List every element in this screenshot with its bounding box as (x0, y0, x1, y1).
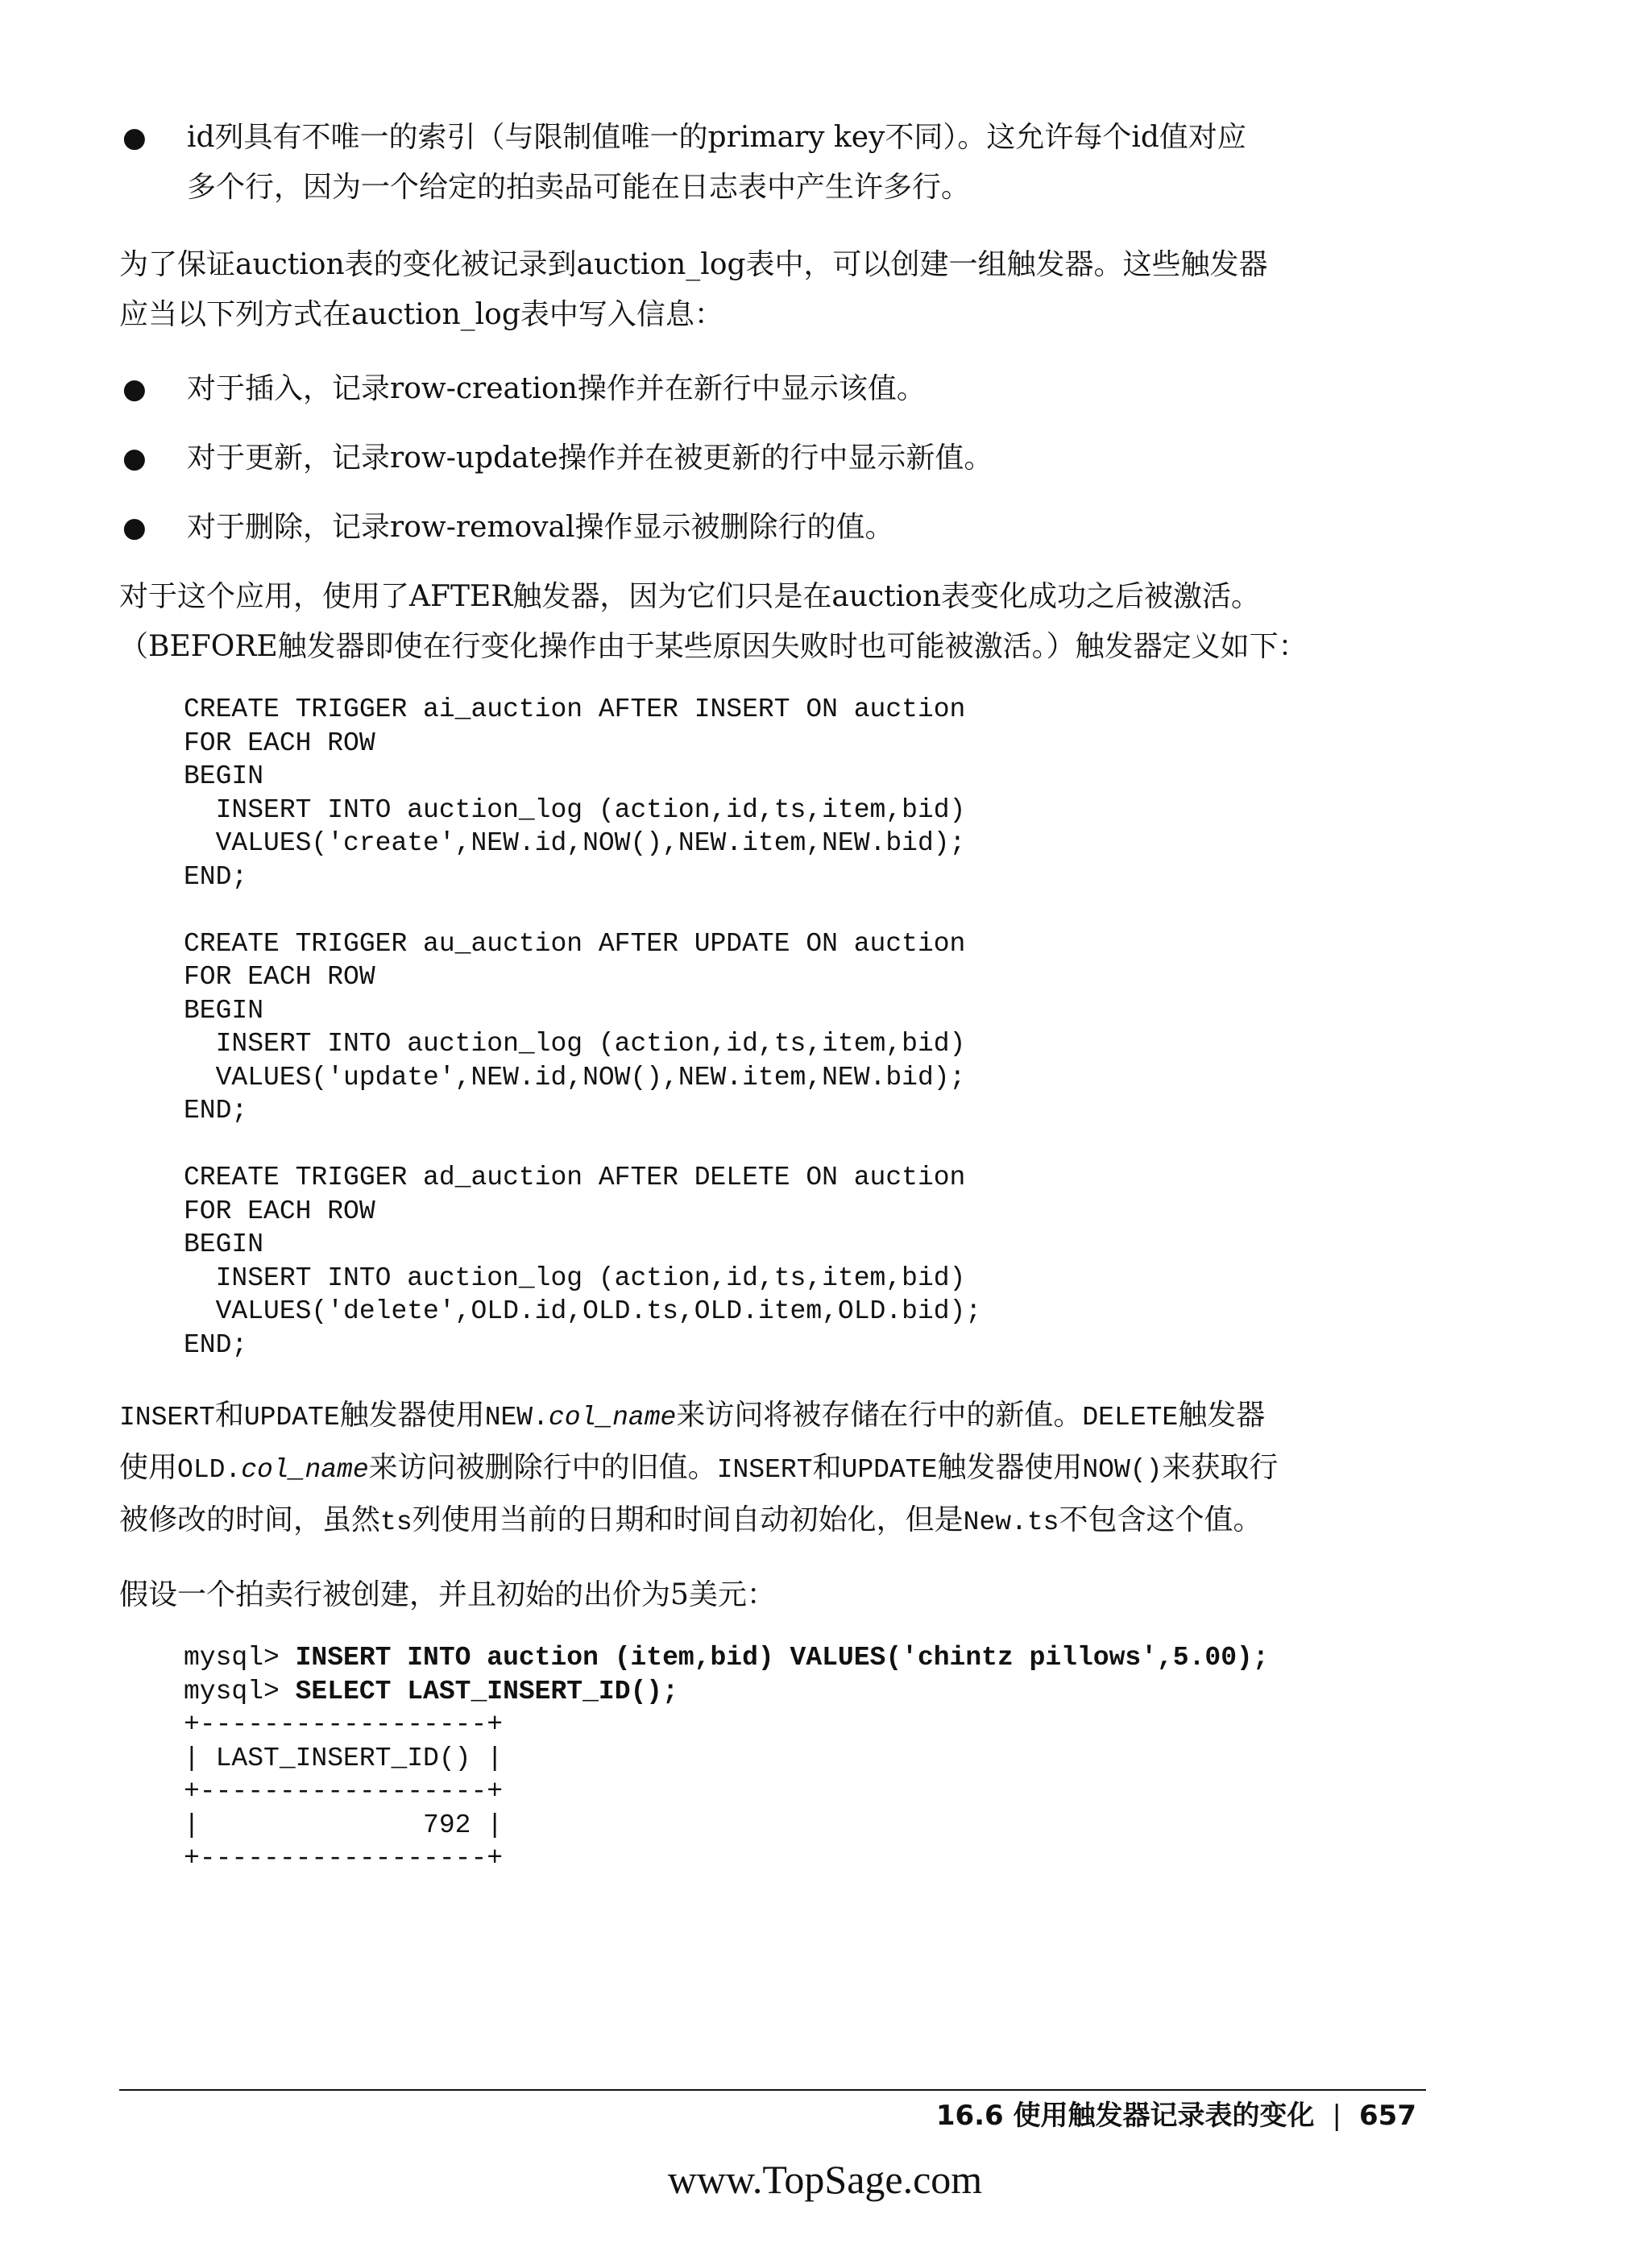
mysql-prompt: mysql> (184, 1676, 296, 1706)
code-line: END; (184, 861, 248, 892)
paragraph-line: 应当以下列方式在auction_log表中写入信息： (119, 298, 723, 331)
text-run: 触发器 (1178, 1399, 1266, 1432)
code-line: VALUES('delete',OLD.id,OLD.ts,OLD.item,OLD.bid); (184, 1296, 982, 1326)
code-line: FOR EACH ROW (184, 728, 375, 758)
bullet-text: 对于更新，记录row-update操作并在被更新的行中显示新值。 (187, 442, 993, 475)
text-run: 使用 (119, 1451, 178, 1484)
text-run: 和 (214, 1399, 244, 1432)
code-line: VALUES('create',NEW.id,NOW(),NEW.item,NEW.bid); (184, 828, 966, 858)
text-run: 触发器使用 (339, 1399, 485, 1432)
result-border: +------------------+ (184, 1777, 504, 1806)
code-gap (184, 1128, 1426, 1162)
footer-rule (119, 2089, 1426, 2091)
paragraph-line (119, 1495, 1426, 1548)
inline-code: NOW() (1082, 1455, 1163, 1485)
text-run: 来访问将被存储在行中的新值。 (676, 1399, 1083, 1432)
bullet-dot-icon: ● (122, 373, 147, 405)
page-number: 657 (1359, 2100, 1416, 2132)
bullet-update (119, 433, 1426, 483)
code-gap (184, 894, 1426, 927)
trigger-code-listing (184, 693, 1426, 1362)
console-line (184, 1641, 1426, 1675)
inline-code: NEW. (484, 1403, 549, 1433)
text-run: 触发器使用 (937, 1451, 1083, 1484)
text-run: 列使用当前的日期和时间自动初始化，但是 (412, 1503, 964, 1536)
inline-code: ts (380, 1507, 412, 1537)
inline-code-italic: col_name (548, 1403, 677, 1433)
inline-code-italic: col_name (241, 1455, 369, 1485)
code-line: FOR EACH ROW (184, 962, 375, 992)
intro-paragraph (119, 240, 1426, 340)
code-line: CREATE TRIGGER ai_auction AFTER INSERT ON auction (184, 694, 966, 724)
code-line: INSERT INTO auction_log (action,id,ts,item,bid) (184, 1263, 966, 1293)
code-line: END; (184, 1329, 248, 1360)
inline-code: INSERT (716, 1455, 813, 1485)
result-border: +------------------+ (184, 1710, 504, 1739)
code-line: BEGIN (184, 995, 264, 1026)
paragraph-line: 为了保证auction表的变化被记录到auction_log表中，可以创建一组触发器。这些触发器 (119, 248, 1268, 281)
bullet-delete (119, 503, 1426, 553)
result-border: +------------------+ (184, 1843, 504, 1873)
inline-code: UPDATE (841, 1455, 938, 1485)
paragraph-line: （BEFORE触发器即使在行变化操作由于某些原因失败时也可能被激活。）触发器定义如下： (119, 630, 1308, 663)
text-run: 被修改的时间，虽然 (119, 1503, 381, 1536)
inline-code: New.ts (963, 1507, 1059, 1537)
bullet-dot-icon: ● (122, 442, 147, 475)
mysql-console-example (184, 1641, 1426, 1876)
after-trigger-paragraph (119, 572, 1426, 672)
console-line (184, 1675, 1426, 1709)
bullet-text: 对于插入，记录row-creation操作并在新行中显示该值。 (187, 372, 926, 405)
paragraph-line (119, 1391, 1426, 1443)
code-line: BEGIN (184, 1229, 264, 1259)
text-run: 来获取行 (1162, 1451, 1279, 1484)
paragraph-line (119, 1443, 1426, 1495)
bullet-dot-icon: ● (122, 122, 147, 154)
code-line: BEGIN (184, 761, 264, 791)
website-watermark: www.TopSage.com (667, 2157, 983, 2202)
code-line: INSERT INTO auction_log (action,id,ts,item,bid) (184, 1029, 966, 1059)
mysql-prompt: mysql> (184, 1643, 296, 1673)
bullet-dot-icon: ● (122, 512, 147, 544)
text-run: 来访问被删除行中的旧值。 (368, 1451, 717, 1484)
code-line: FOR EACH ROW (184, 1196, 375, 1226)
assume-paragraph: 假设一个拍卖行被创建，并且初始的出价为5美元： (119, 1578, 776, 1611)
inline-code: UPDATE (243, 1403, 340, 1433)
paragraph-line: 对于这个应用，使用了AFTER触发器，因为它们只是在auction表变化成功之后被激活。 (119, 580, 1261, 613)
code-line: INSERT INTO auction_log (action,id,ts,item,bid) (184, 794, 966, 825)
console-command: INSERT INTO auction (item,bid) VALUES('chintz pillows',5.00); (295, 1643, 1269, 1673)
page-body (119, 113, 1426, 1876)
bullet-id-index (119, 113, 1426, 213)
bullet-text: 对于删除，记录row-removal操作显示被删除行的值。 (187, 511, 894, 544)
explanation-paragraph (119, 1391, 1426, 1548)
code-line: END; (184, 1096, 248, 1126)
result-header: | LAST_INSERT_ID() | (184, 1743, 504, 1773)
console-command: SELECT LAST_INSERT_ID(); (295, 1676, 678, 1706)
bullet-line: 多个行，因为一个给定的拍卖品可能在日志表中产生许多行。 (187, 171, 971, 204)
bullet-line: id列具有不唯一的索引（与限制值唯一的primary key不同）。这允许每个id值对应 (187, 121, 1246, 154)
text-run: 和 (812, 1451, 842, 1484)
bullet-insert (119, 364, 1426, 414)
inline-code: DELETE (1082, 1403, 1179, 1433)
inline-code: OLD. (177, 1455, 242, 1485)
result-row: | 792 | (184, 1810, 504, 1840)
code-line: CREATE TRIGGER au_auction AFTER UPDATE ON auction (184, 928, 966, 959)
inline-code: INSERT (119, 1403, 215, 1433)
running-footer (936, 2095, 1416, 2137)
text-run: 不包含这个值。 (1059, 1503, 1262, 1536)
footer-section-title: 16.6 使用触发器记录表的变化 (935, 2100, 1315, 2132)
code-line: CREATE TRIGGER ad_auction AFTER DELETE ON auction (184, 1163, 966, 1192)
footer-separator: | (1332, 2100, 1342, 2132)
code-line: VALUES('update',NEW.id,NOW(),NEW.item,NEW.bid); (184, 1062, 966, 1093)
